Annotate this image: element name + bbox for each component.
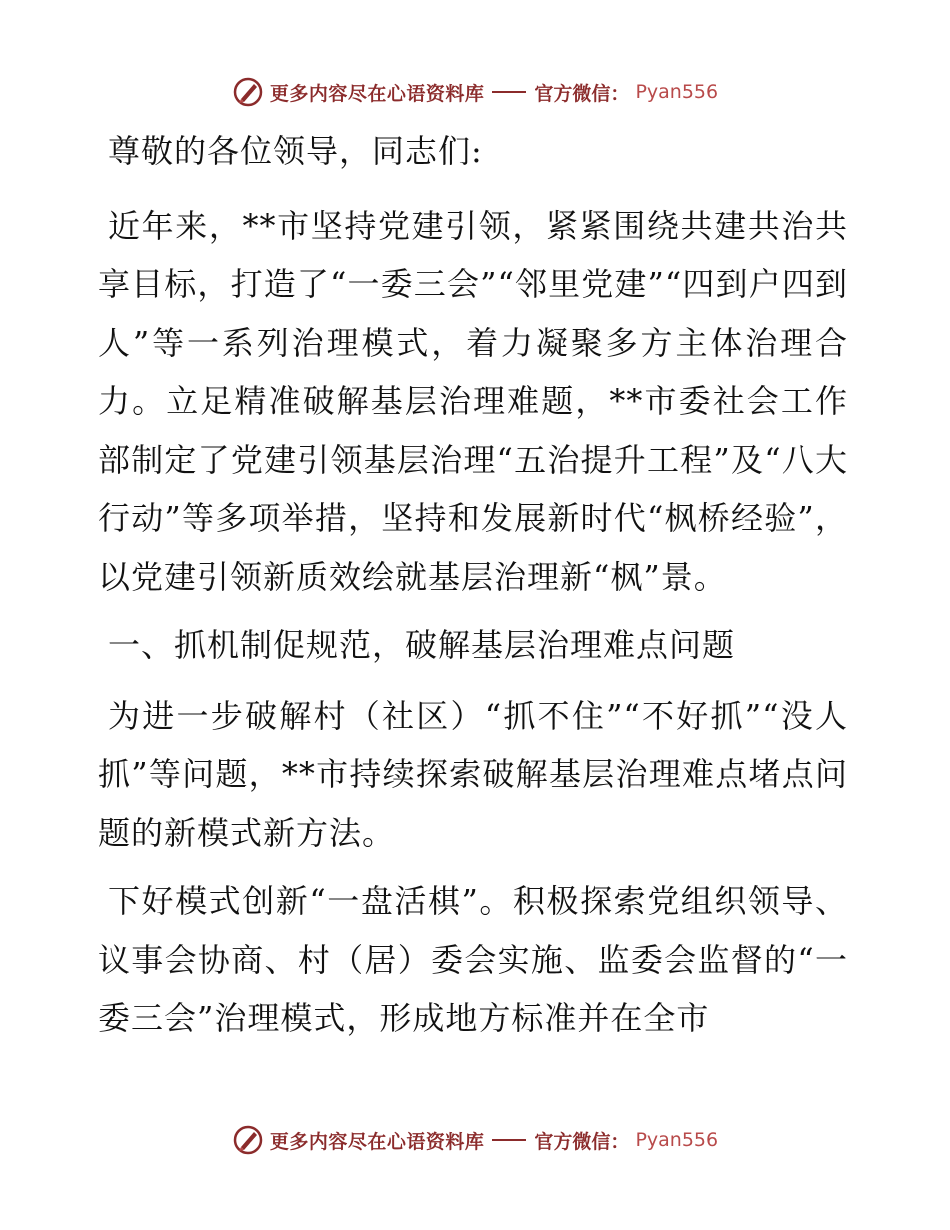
salutation: 尊敬的各位领导，同志们: bbox=[108, 132, 483, 170]
banner-wechat-label: 官方微信： bbox=[534, 1130, 630, 1153]
footer-watermark-banner bbox=[0, 1120, 950, 1160]
banner-site-text: 更多内容尽在心语资料库 bbox=[269, 82, 485, 105]
section-heading: 一、抓机制促规范，破解基层治理难点问题 bbox=[108, 626, 736, 664]
paragraph-model-innovation: 下好模式创新“一盘活棋”。积极探索党组织领导、议事会协商、村（居）委会实施、监委会监督的“一委三会”治理模式，形成地方标准并在全市 bbox=[98, 882, 848, 1037]
banner-wechat-id: Pyan556 bbox=[635, 1129, 719, 1151]
paragraph-section-intro: 为进一步破解村（社区）“抓不住”“不好抓”“没人抓”等问题，**市持续探索破解基层治理难点堵点问题的新模式新方法。 bbox=[98, 696, 848, 852]
banner-separator bbox=[492, 91, 526, 93]
pen-logo-icon bbox=[232, 1124, 264, 1156]
banner-wechat-id: Pyan556 bbox=[635, 81, 719, 103]
banner-site-text: 更多内容尽在心语资料库 bbox=[269, 1130, 485, 1153]
banner-content bbox=[232, 76, 718, 108]
header-watermark-banner bbox=[0, 72, 950, 112]
banner-separator bbox=[492, 1139, 526, 1141]
pen-logo-icon bbox=[232, 76, 264, 108]
banner-content bbox=[232, 1124, 718, 1156]
document-body bbox=[98, 122, 848, 1058]
paragraph-intro: 近年来，**市坚持党建引领，紧紧围绕共建共治共享目标，打造了“一委三会”“邻里党建”“四到户四到人”等一系列治理模式，着力凝聚多方主体治理合力。立足精准破解基层治理难题，**市委社会工作部制定了党建引领基层治理“五治提升工程”及“八大行动”等多项举措，坚持和发展新时代“枫桥经验”，以党建引领新质效绘就基层治理新“枫”景。 bbox=[98, 206, 848, 596]
banner-wechat-label: 官方微信： bbox=[534, 82, 630, 105]
